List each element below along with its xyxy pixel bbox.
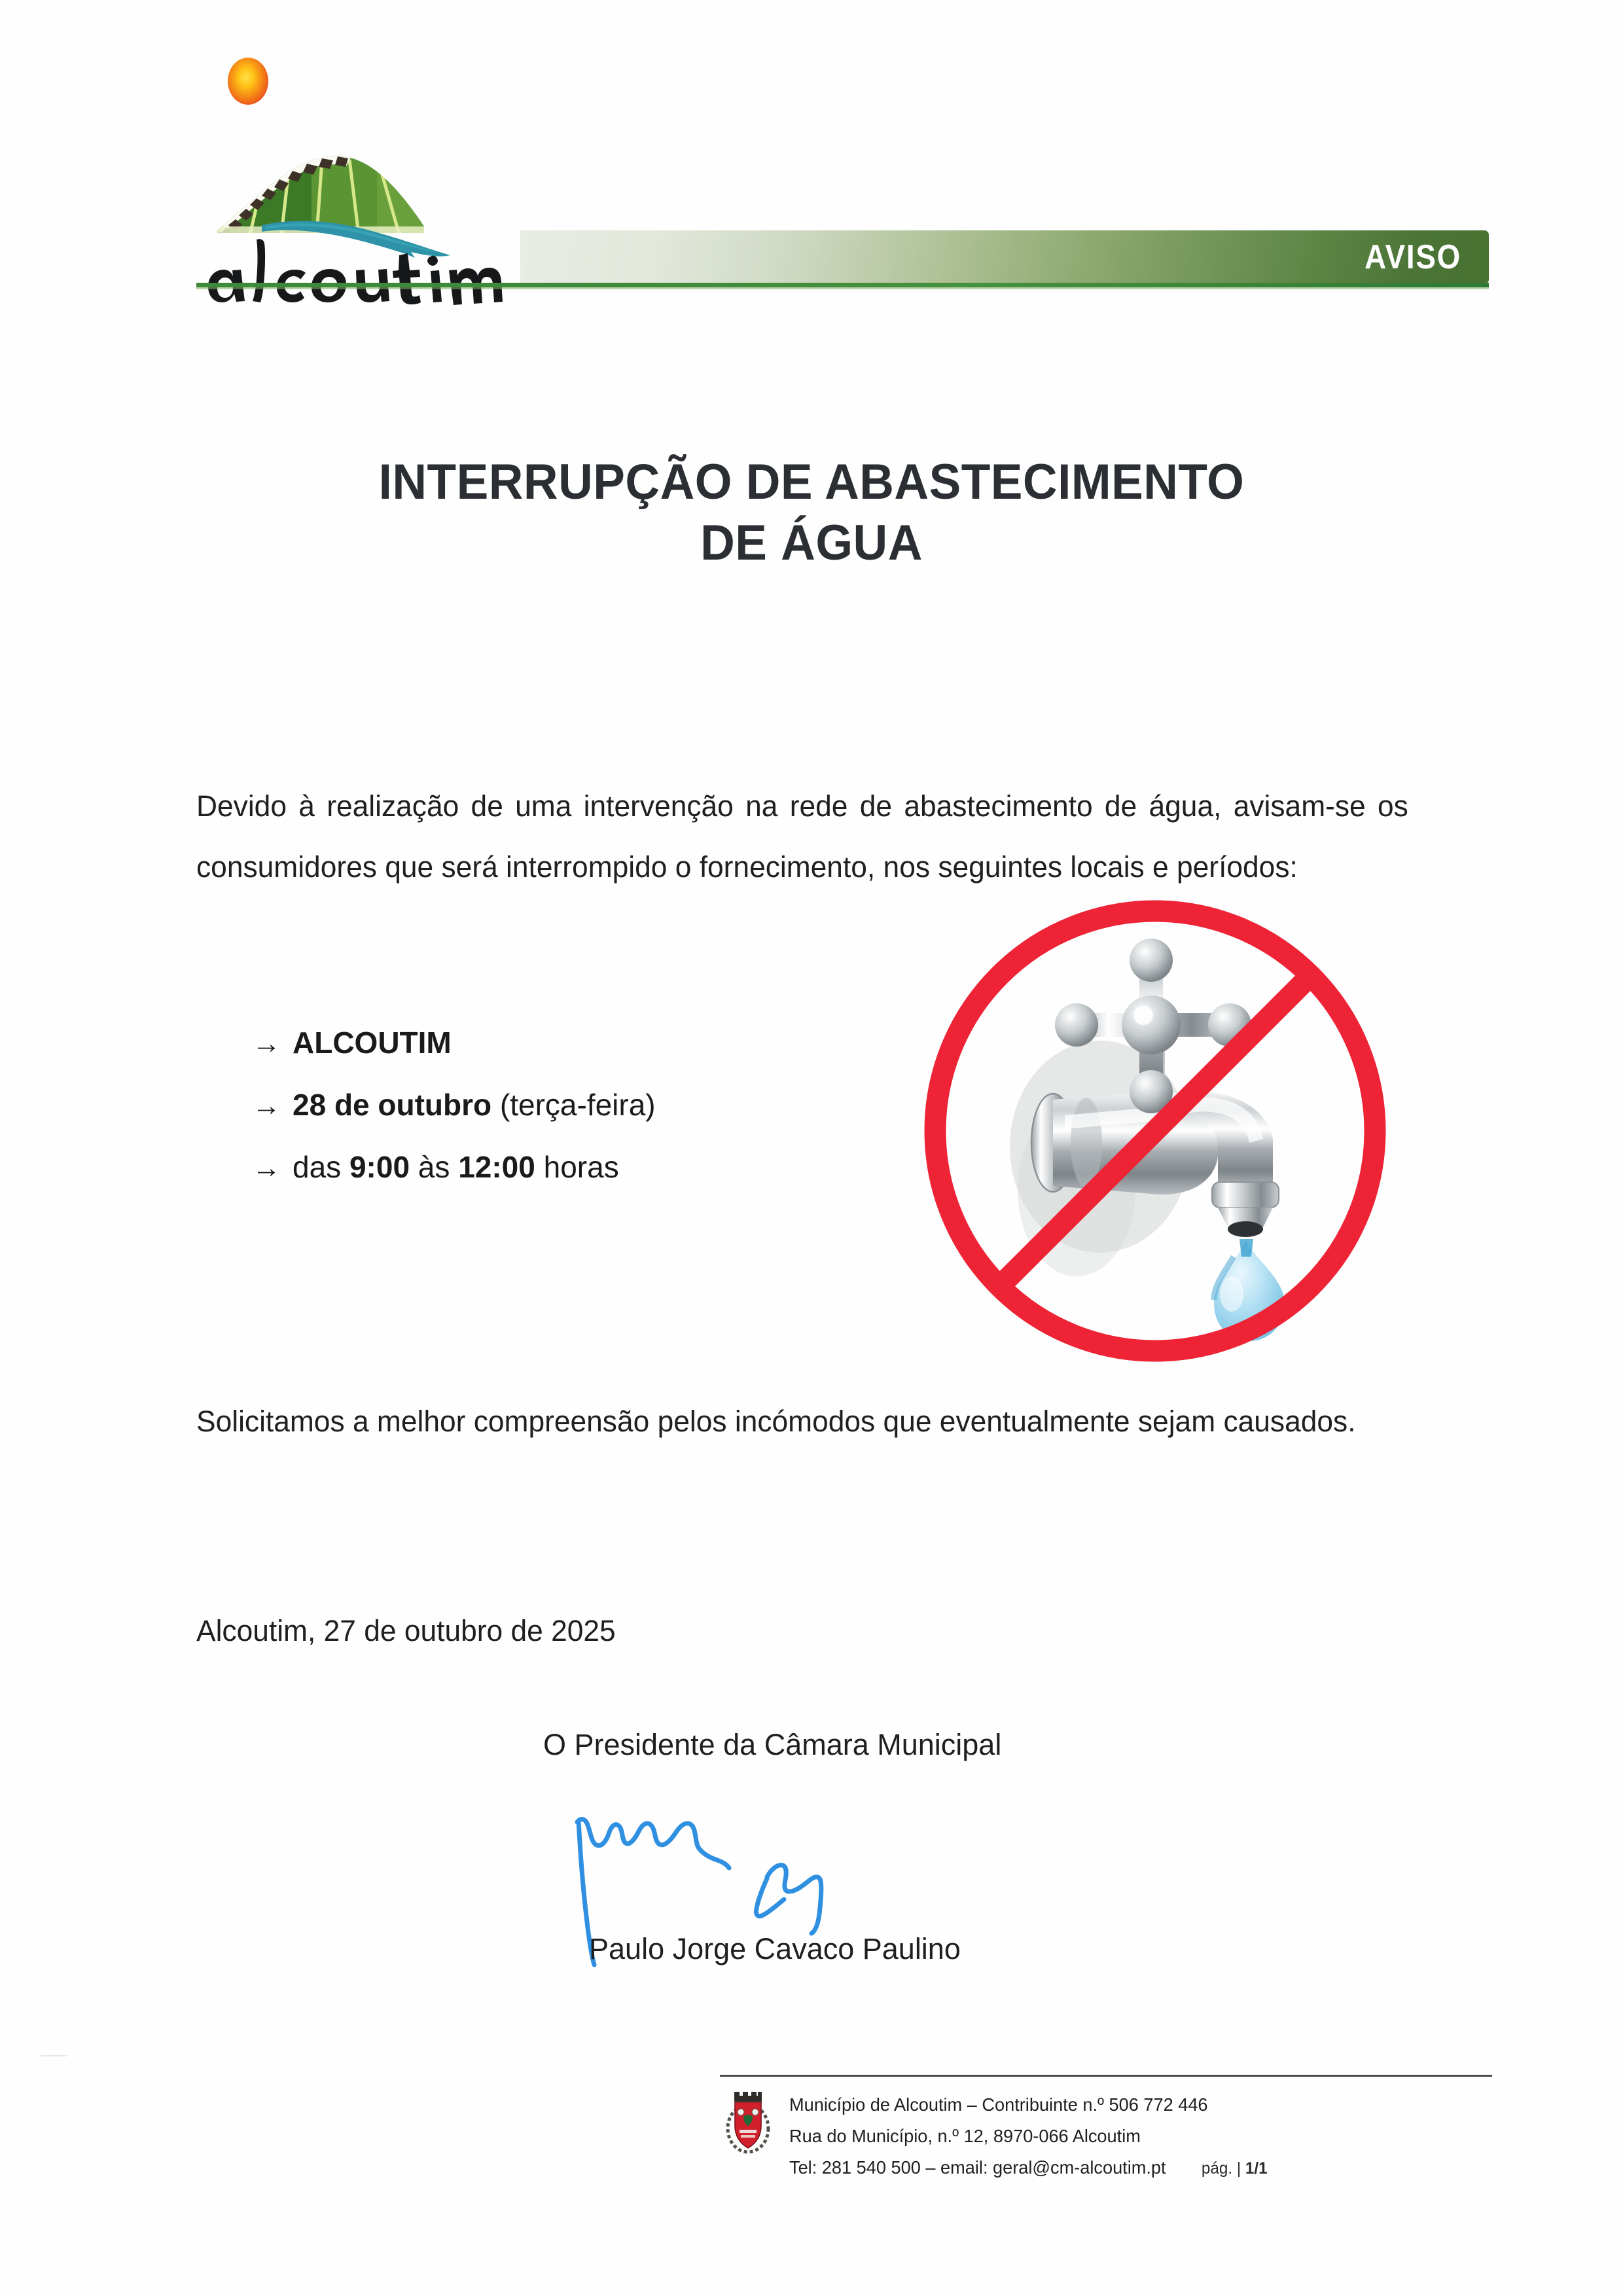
footer-divider [720, 2075, 1492, 2077]
logo-wordmark [202, 236, 509, 308]
arrow-icon: → [252, 1028, 281, 1060]
dateline: Alcoutim, 27 de outubro de 2025 [196, 1614, 616, 1647]
apology-paragraph: Solicitamos a melhor compreensão pelos incómodos que eventualmente sejam causados. [196, 1405, 1356, 1438]
signature-role: O Presidente da Câmara Municipal [543, 1728, 1002, 1761]
list-item-text: das 9:00 às 12:00 horas [293, 1150, 619, 1184]
aviso-label: AVISO [1364, 238, 1461, 276]
page-value: 1/1 [1245, 2159, 1268, 2178]
arrow-icon: → [252, 1152, 281, 1184]
footer-text [789, 2089, 1489, 2183]
list-item [252, 1028, 906, 1058]
page-title-line-1: INTERRUPÇÃO DE ABASTECIMENTO [378, 454, 1245, 510]
alcoutim-logo [196, 39, 524, 288]
no-water-faucet-icon [919, 895, 1391, 1367]
footer-line-2: Rua do Município, n.º 12, 8970-066 Alcoutim [789, 2126, 1141, 2147]
header-underline [196, 283, 1489, 287]
sun-icon [228, 58, 268, 105]
footer-line-3-row [789, 2152, 1469, 2183]
signature-block [543, 1728, 1198, 1965]
footer-contact: Tel: 281 540 500 – email: geral@cm-alcoutim.pt [789, 2157, 1166, 2178]
signature-name: Paulo Jorge Cavaco Paulino [589, 1932, 961, 1965]
list-item-text: ALCOUTIM [293, 1026, 452, 1060]
intro-paragraph: Devido à realização de uma intervenção na rede de abastecimento de água, avisam-se os consumidores que será interrompido o fornecimento, nos seguintes locais e períodos: [196, 789, 1408, 884]
list-item [252, 1152, 906, 1183]
list-item [252, 1090, 906, 1121]
document-header [0, 0, 1623, 308]
scan-artifact [41, 2055, 67, 2056]
aviso-banner [520, 230, 1489, 284]
arrow-icon: → [252, 1090, 281, 1122]
municipal-coat-of-arms-icon [725, 2092, 771, 2155]
footer-line-1: Município de Alcoutim – Contribuinte n.º 506 772 446 [789, 2094, 1208, 2115]
page-number [1202, 2155, 1268, 2183]
page-label: pág. | [1201, 2159, 1241, 2178]
page-title [221, 452, 1402, 573]
list-item-text: 28 de outubro (terça-feira) [293, 1088, 656, 1122]
header-underline-secondary [196, 287, 1489, 289]
page-title-line-2: DE ÁGUA [700, 514, 923, 571]
notice-details-list [252, 1028, 906, 1214]
